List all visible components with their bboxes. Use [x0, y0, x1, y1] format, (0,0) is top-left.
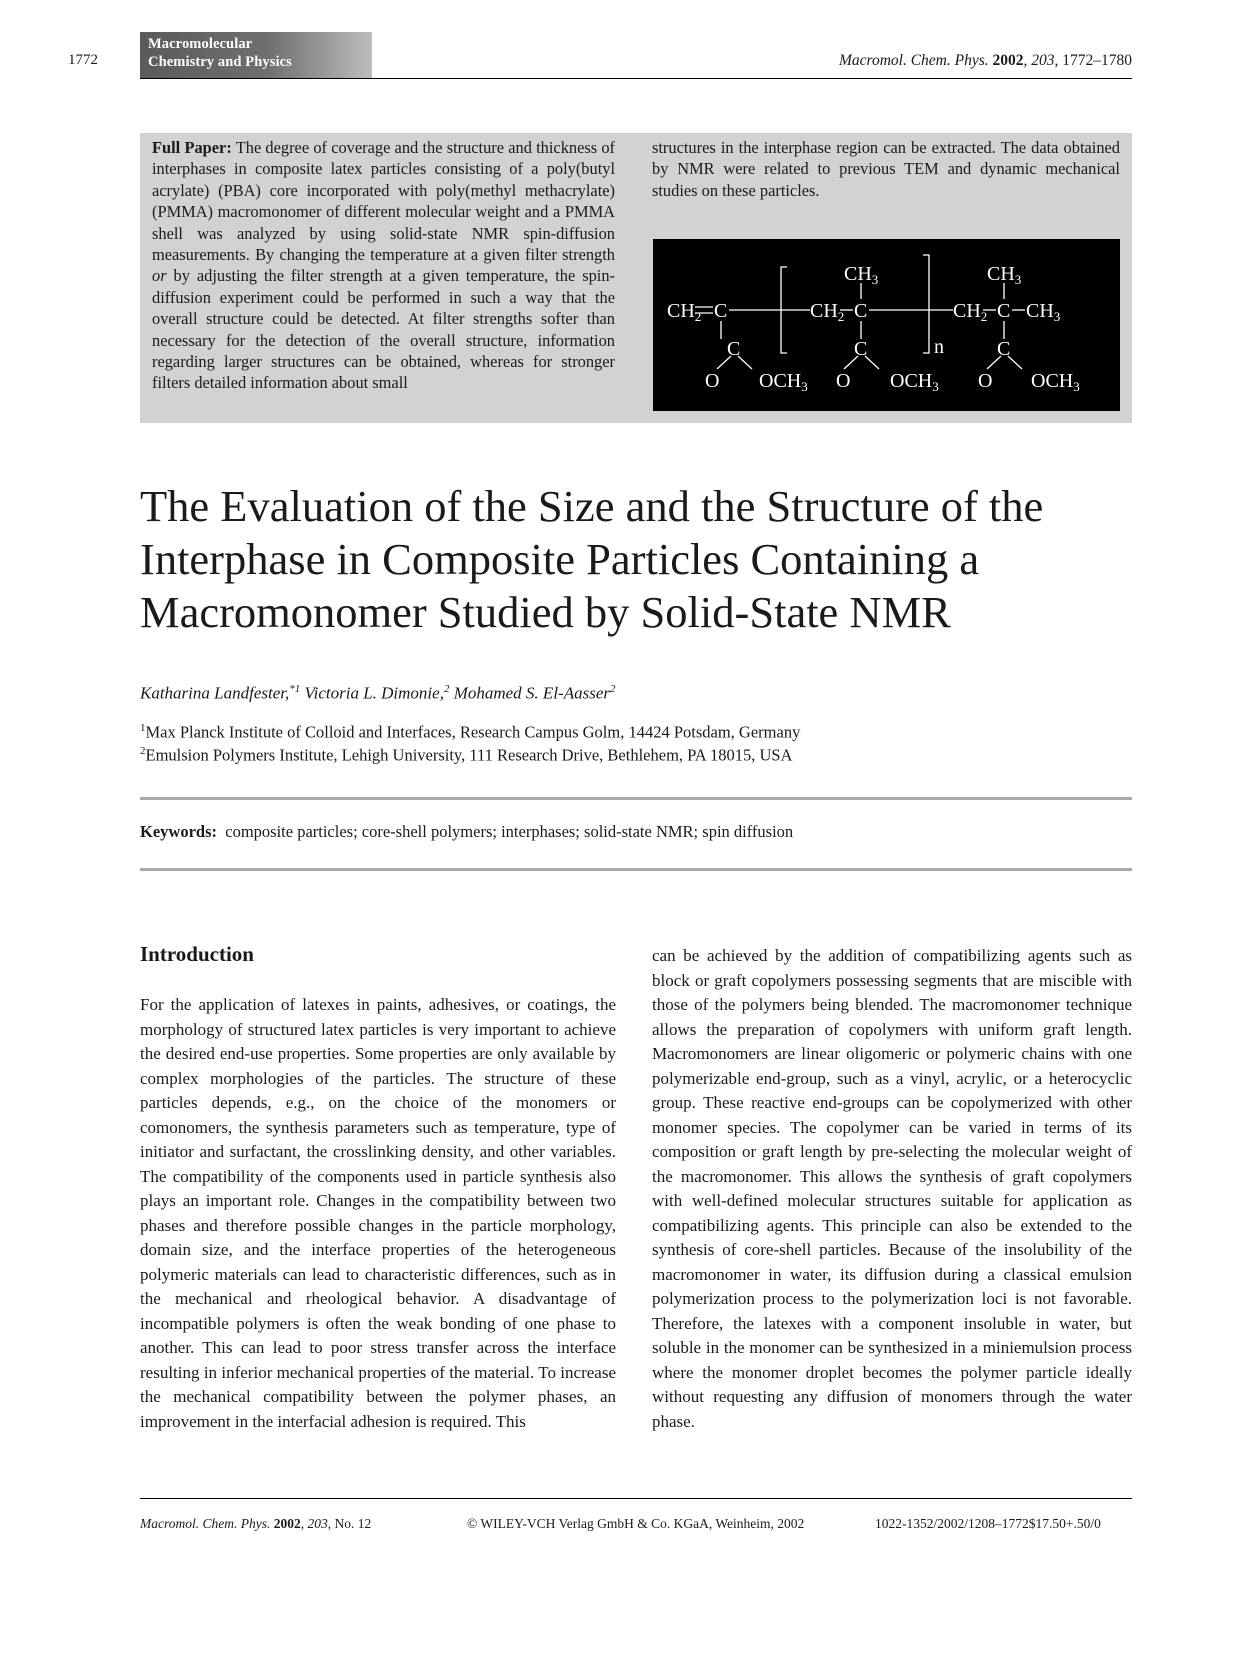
abstract-right-column: structures in the interphase region can be extracted. The data obtained by NMR were related to previous TEM and dynamic mechanical studies on these particles. — [652, 138, 1120, 200]
affiliation-2-sup: 2 — [140, 745, 146, 757]
ch2-mid-label: $CH_2$ — [810, 300, 845, 324]
author-3-sup: 2 — [609, 683, 616, 695]
keywords-bottom-rule — [140, 868, 1132, 871]
footer-journal: Macromol. Chem. Phys. 2002, 203, No. 12 — [140, 1516, 372, 1531]
logo-line-2: Chemistry and Physics — [148, 54, 292, 70]
journal-ref-pages: , 1772–1780 — [1054, 52, 1132, 69]
affiliation-1-sup: 1 — [140, 722, 146, 734]
author-2: Victoria L. Dimonie, — [304, 683, 444, 703]
abstract-italic: or — [152, 266, 167, 286]
carbonyl-2-label: C — [854, 338, 868, 360]
chemical-structure — [653, 239, 1120, 411]
introduction-right-column: can be achieved by the addition of compatibilizing agents such as block or graft copolymers possessing segments that are miscible with those of the polymers being blended. The macromonomer technique allows the preparation of copolymers with uniform graft length. Macromonomers are linear oligomeric or polymeric chains with one polymerizable end-group, such as a vinyl, acrylic, or a heterocyclic group. These reactive end-groups can be copolymerized with other monomer species. The copolymer can be varied in terms of its composition or graft length by pre-selecting the molecular weight of the macromonomer. This allows the synthesis of graft copolymers with well-defined molecular structures suitable for application as compatibilizing agents. This principle can also be extended to the synthesis of core-shell particles. Because of the insolubility of the macromonomer in water, its diffusion during a classical emulsion polymerization process to the polymerization loci is not favorable. Therefore, the latexes with a component insoluble in water, but soluble in the monomer can be synthesized in a miniemulsion process where the monomer droplet becomes the polymer particle ideally without requesting any diffusion of monomers through the water phase. — [652, 946, 1132, 1431]
footer-publisher: © WILEY-VCH Verlag GmbH & Co. KGaA, Weinheim, 2002 — [467, 1516, 805, 1531]
footer-rule — [140, 1498, 1132, 1499]
author-1-sup: 1 — [294, 683, 301, 695]
methoxy-2-label: $OCH_3$ — [890, 370, 939, 394]
abstract-box — [140, 133, 1132, 423]
page-number: 1772 — [68, 52, 98, 68]
journal-ref-volume: 203 — [1031, 52, 1055, 69]
keywords-top-rule — [140, 797, 1132, 800]
journal-ref-year: 2002 — [992, 52, 1024, 69]
oxygen-3-label: O — [978, 370, 993, 392]
author-2-sup: 2 — [443, 683, 450, 695]
carbon-2-label: C — [854, 300, 868, 322]
author-3: Mohamed S. El-Aasser — [453, 683, 610, 703]
structure-diagram — [653, 239, 1120, 411]
keywords-label: Keywords: — [140, 822, 217, 841]
footer-code: 1022-1352/2002/1208–1772$17.50+.50/0 — [875, 1516, 1101, 1531]
affiliation-2 — [140, 745, 792, 766]
author-list — [140, 683, 615, 704]
oxygen-2-label: O — [836, 370, 851, 392]
introduction-left-column: For the application of latexes in paints, adhesives, or coatings, the morphology of structured latex particles is very important to achieve the desired end-use properties. Some properties are only available by complex morphologies of the particles. The structure of these particles depends, e.g., on the choice of the monomers or comonomers, the synthesis parameters such as temperature, type of initiator and surfactant, the crosslinking density, and other variables. The compatibility of the components used in particle synthesis also plays an important role. Changes in the compatibility between two phases and therefore possible changes in the particle morphology, domain size, and the interface properties of the heterogeneous polymeric materials can lead to characteristic differences, such as in the mechanical and rheological behavior. A disadvantage of incompatible polymers is often the weak bonding of one phase to another. This can lead to poor stress transfer across the interface resulting in inferior mechanical properties of the material. To increase the mechanical compatibility between the polymer phases, an improvement in the interfacial adhesion is required. This — [140, 995, 616, 1431]
ch2-left-label: $CH_2$ — [667, 300, 702, 324]
affiliation-2-text: Emulsion Polymers Institute, Lehigh University, 111 Research Drive, Bethlehem, PA 18015, USA — [145, 745, 793, 765]
journal-reference: Macromol. Chem. Phys. 2002, 203, 1772–1780 — [838, 52, 1132, 69]
author-1: Katharina Landfester, — [140, 683, 290, 703]
ch3-middle-label: $CH_3$ — [844, 263, 879, 287]
abstract-text-1: The degree of coverage and the structure and thickness of interphases in composite latex particles consisting of a poly(butyl acrylate) (PBA) core incorporated with poly(methyl methacrylate) (PMMA) macromonomer of different molecular weight and a PMMA shell was analyzed by using solid-state NMR spin-diffusion measurements. By changing the temperature at a given filter strength — [152, 138, 616, 265]
journal-ref-name: Macromol. Chem. Phys. — [838, 52, 989, 69]
abstract-label: Full Paper: — [152, 138, 232, 157]
ch3-end-label: $CH_3$ — [1026, 300, 1061, 324]
header-rule — [140, 78, 1132, 79]
methoxy-1-label: $OCH_3$ — [759, 370, 808, 394]
affiliation-1-text: Max Planck Institute of Colloid and Interfaces, Research Campus Golm, 14424 Potsdam, Germany — [145, 722, 801, 742]
keywords-text: composite particles; core-shell polymers; interphases; solid-state NMR; spin diffusion — [225, 822, 794, 841]
oxygen-1-label: O — [705, 370, 720, 392]
journal-logo — [140, 32, 372, 79]
author-1-mark: * — [289, 683, 295, 695]
keywords — [140, 822, 793, 842]
abstract-text-2: by adjusting the filter strength at a given temperature, the spin-diffusion experiment could be performed in such a way that the overall structure could be detected. At filter strengths softer than necessary for the detection of the overall structure, information regarding larger structures can be obtained, whereas for stronger filters detailed information about small — [152, 266, 615, 393]
repeat-n-label: n — [934, 336, 944, 358]
carbon-1-label: C — [714, 300, 728, 322]
introduction-heading: Introduction — [140, 942, 254, 966]
footer-issue: , No. 12 — [327, 1516, 372, 1531]
ch2-right-label: $CH_2$ — [953, 300, 988, 324]
ch3-top-right-label: $CH_3$ — [987, 263, 1022, 287]
logo-line-1: Macromolecular — [148, 36, 253, 52]
abstract-left-column — [152, 137, 615, 394]
footer-volume: 203 — [307, 1516, 328, 1531]
footer-journal-name: Macromol. Chem. Phys. — [140, 1516, 271, 1531]
methoxy-3-label: $OCH_3$ — [1031, 370, 1080, 394]
footer-year: 2002 — [273, 1516, 301, 1531]
carbonyl-3-label: C — [997, 338, 1011, 360]
carbon-3-label: C — [997, 300, 1011, 322]
paper-title: The Evaluation of the Size and the Structure of the Interphase in Composite Particles Containing a Macromonomer Studied by Solid-State NMR — [140, 481, 1044, 637]
carbonyl-1-label: C — [727, 338, 741, 360]
affiliation-1 — [140, 722, 800, 743]
